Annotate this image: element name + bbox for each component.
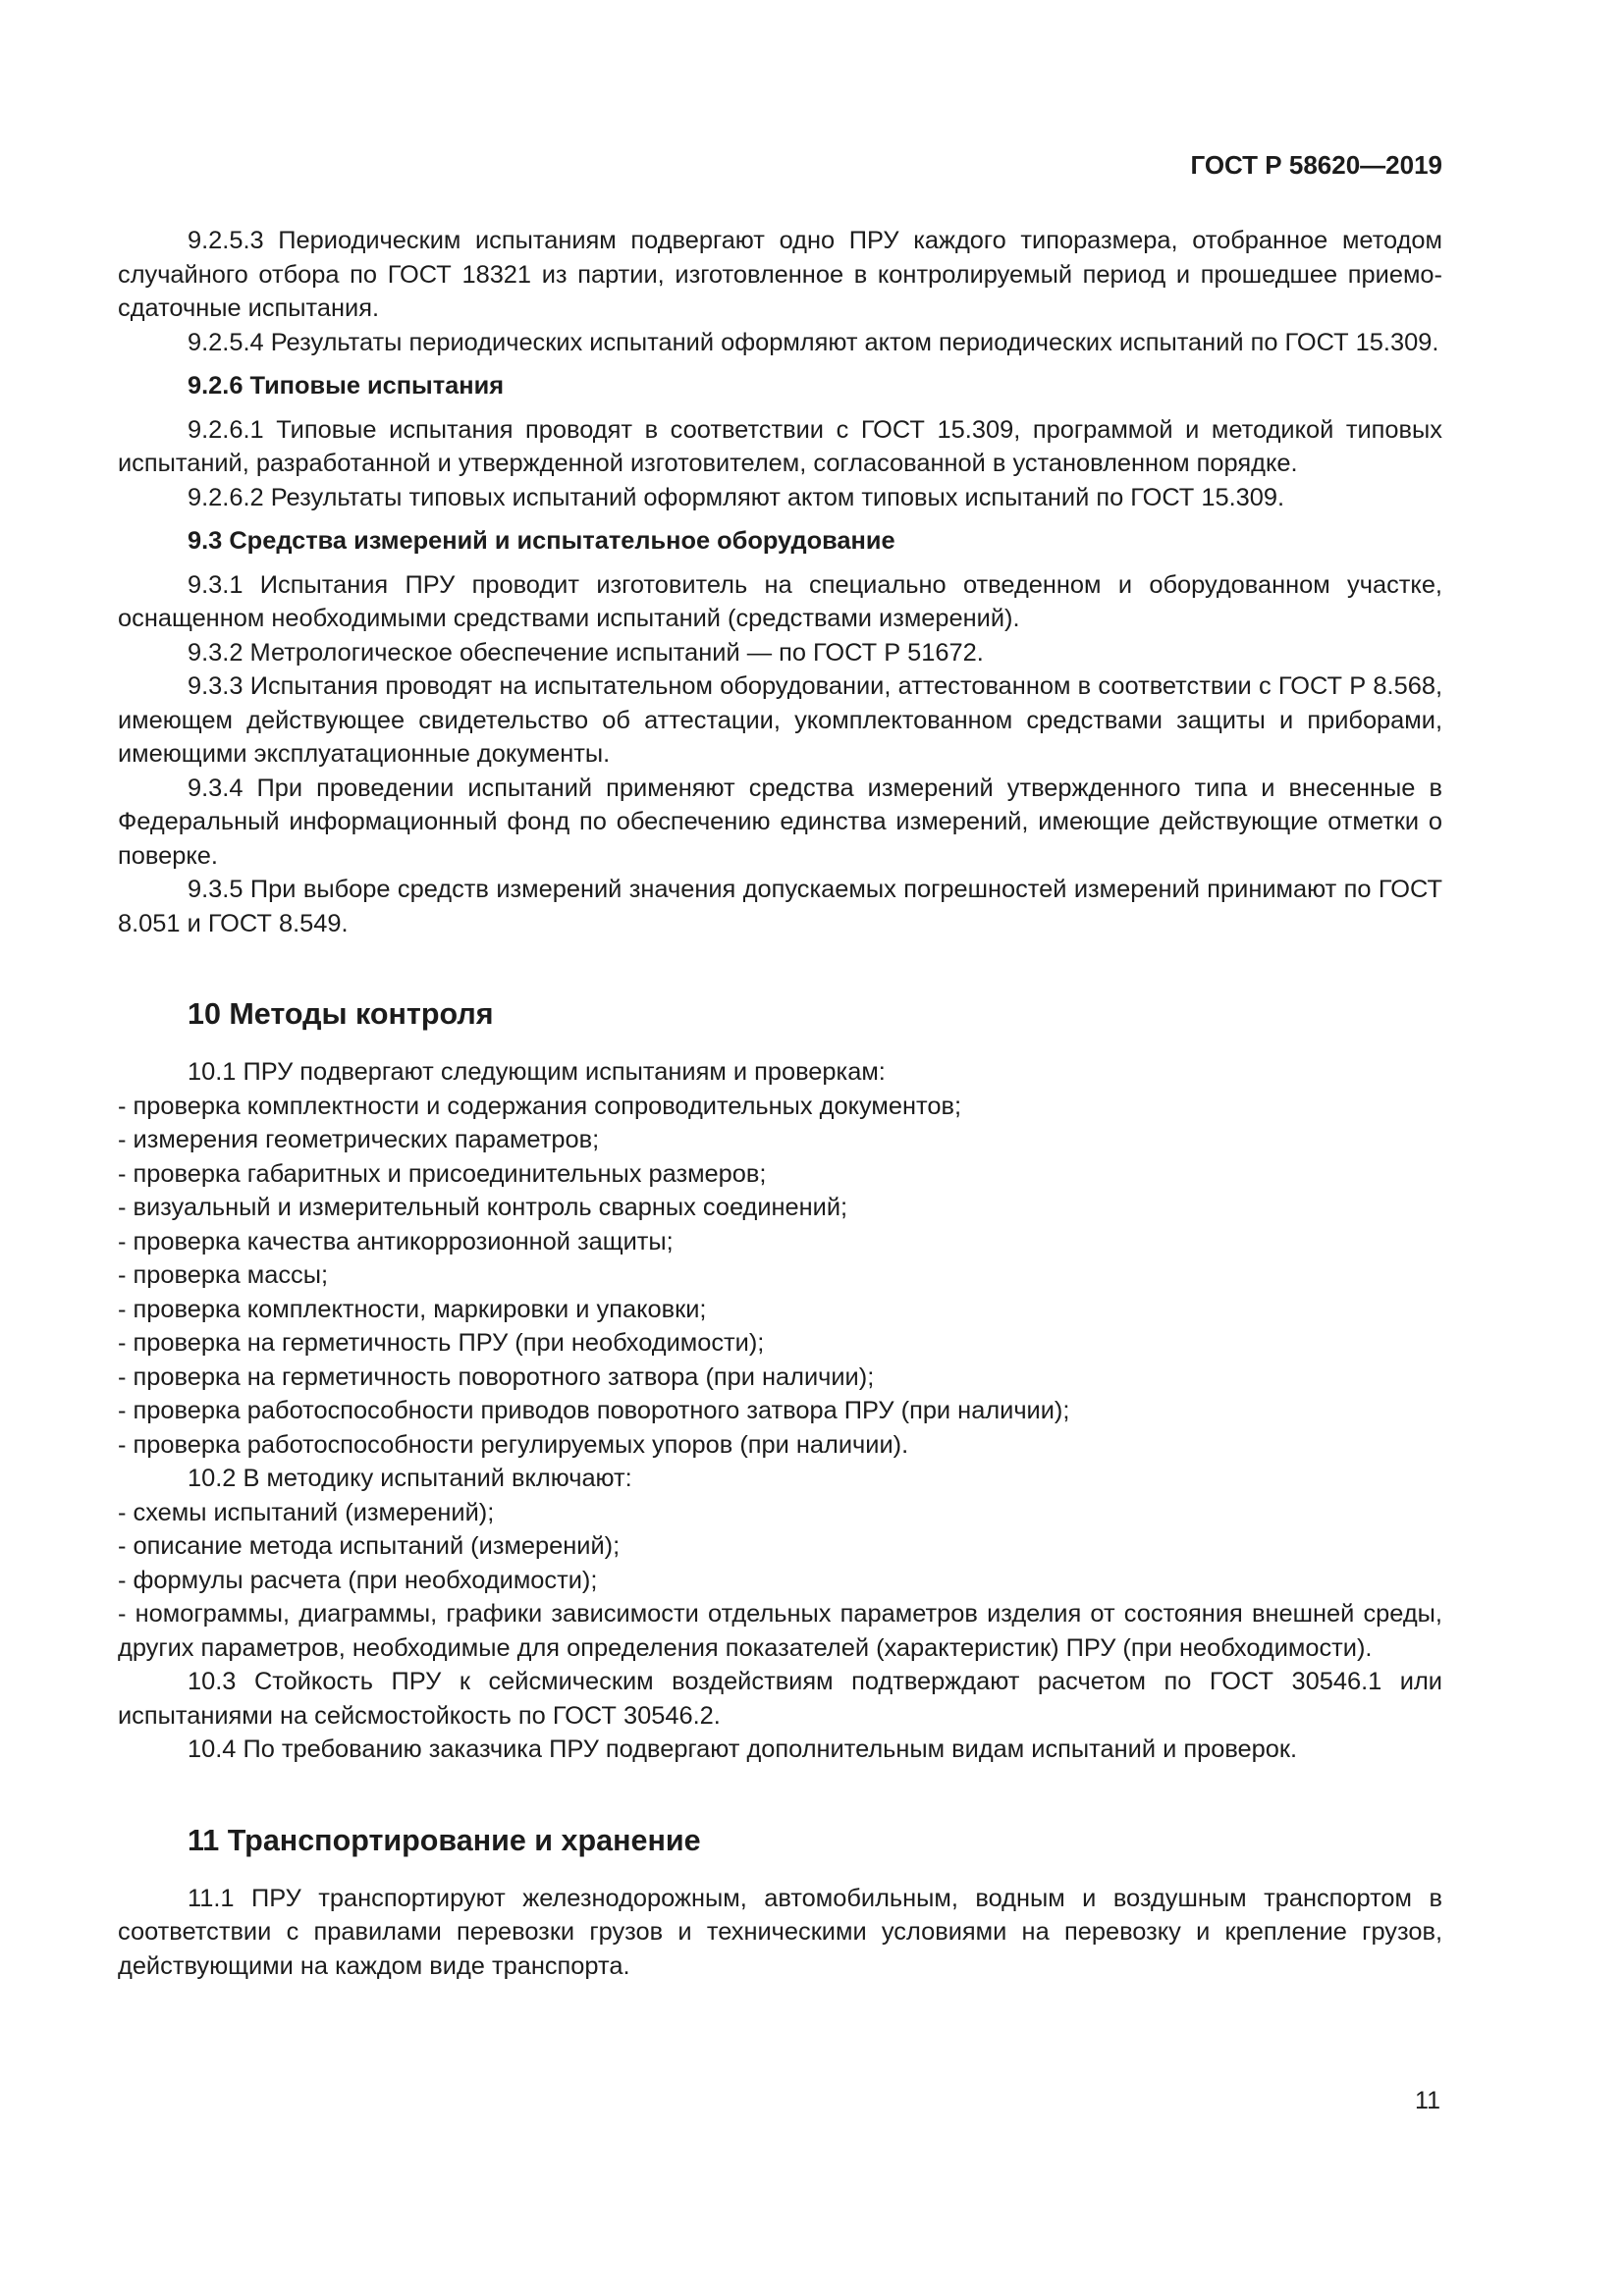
paragraph-9-3-2: 9.3.2 Метрологическое обеспечение испытаний — по ГОСТ Р 51672.: [188, 638, 984, 667]
list-item: - проверка комплектности и содержания сопроводительных документов;: [118, 1092, 962, 1120]
list-item: - проверка комплектности, маркировки и упаковки;: [118, 1295, 707, 1323]
list-item: - описание метода испытаний (измерений);: [118, 1532, 621, 1560]
paragraph-9-3-1: 9.3.1 Испытания ПРУ проводит изготовитель на специально отведенном и оборудованном участке, оснащенном необходимыми средствами испытаний (средствами измерений).: [118, 570, 1442, 632]
list-item: - визуальный и измерительный контроль сварных соединений;: [118, 1194, 848, 1221]
paragraph-9-2-5-3: 9.2.5.3 Периодическим испытаниям подвергают одно ПРУ каждого типоразмера, отобранное методом случайного отбора по ГОСТ 18321 из партии, изготовленное в контролируемый период и прошедшее приемо-сдаточные испытания.: [118, 227, 1442, 322]
list-item: - номограммы, диаграммы, графики зависимости отдельных параметров изделия от состояния внешней среды, других параметров, необходимые для определения показателей (характеристик) ПРУ (при необходимости).: [118, 1600, 1442, 1662]
paragraph-9-2-5-4: 9.2.5.4 Результаты периодических испытаний оформляют актом периодических испытаний по ГОСТ 15.309.: [188, 328, 1439, 356]
paragraph-9-3-3: 9.3.3 Испытания проводят на испытательном оборудовании, аттестованном в соответствии с ГОСТ Р 8.568, имеющем действующее свидетельство об аттестации, укомплектованном средствами защиты и приборами, имеющими эксплуатационные документы.: [118, 672, 1442, 768]
paragraph-10-2: 10.2 В методику испытаний включают:: [188, 1465, 632, 1492]
paragraph-9-2-6-2: 9.2.6.2 Результаты типовых испытаний оформляют актом типовых испытаний по ГОСТ 15.309.: [188, 483, 1285, 511]
section-heading-10: 10 Методы контроля: [188, 997, 494, 1031]
list-item: - проверка работоспособности приводов поворотного затвора ПРУ (при наличии);: [118, 1397, 1070, 1424]
heading-9-2-6: 9.2.6 Типовые испытания: [188, 372, 505, 400]
page-number: 11: [1415, 2087, 1440, 2114]
paragraph-10-1: 10.1 ПРУ подвергают следующим испытаниям и проверкам:: [188, 1058, 886, 1086]
list-item: - проверка на герметичность поворотного затвора (при наличии);: [118, 1362, 875, 1391]
paragraph-9-2-6-1: 9.2.6.1 Типовые испытания проводят в соответствии с ГОСТ 15.309, программой и методикой типовых испытаний, разработанной и утвержденной изготовителем, согласованной в установленном порядке.: [118, 415, 1442, 477]
list-item: - проверка массы;: [118, 1261, 329, 1289]
list-item: - проверка работоспособности регулируемых упоров (при наличии).: [118, 1430, 909, 1459]
list-item: - измерения геометрических параметров;: [118, 1126, 600, 1153]
heading-9-3: 9.3 Средства измерений и испытательное оборудование: [188, 527, 895, 555]
document-code: ГОСТ Р 58620—2019: [1190, 150, 1442, 180]
list-item: - проверка качества антикоррозионной защиты;: [118, 1227, 674, 1255]
list-item: - формулы расчета (при необходимости);: [118, 1566, 598, 1594]
list-item: - проверка габаритных и присоединительных размеров;: [118, 1159, 767, 1188]
paragraph-10-3: 10.3 Стойкость ПРУ к сейсмическим воздействиям подтверждают расчетом по ГОСТ 30546.1 или испытаниями на сейсмостойкость по ГОСТ 30546.2.: [118, 1668, 1442, 1730]
paragraph-10-4: 10.4 По требованию заказчика ПРУ подвергают дополнительным видам испытаний и проверок.: [188, 1735, 1298, 1763]
list-item: - проверка на герметичность ПРУ (при необходимости);: [118, 1329, 765, 1357]
paragraph-11-1: 11.1 ПРУ транспортируют железнодорожным, автомобильным, водным и воздушным транспортом в соответствии с правилами перевозки грузов и техническими условиями на перевозку и крепление грузов, действующими на каждом виде транспорта.: [118, 1884, 1442, 1980]
page-content: [118, 224, 1442, 1983]
paragraph-9-3-4: 9.3.4 При проведении испытаний применяют средства измерений утвержденного типа и внесенные в Федеральный информационный фонд по обеспечению единства измерений, имеющие действующие отметки о поверке.: [118, 774, 1442, 870]
paragraph-9-3-5: 9.3.5 При выборе средств измерений значения допускаемых погрешностей измерений принимают по ГОСТ 8.051 и ГОСТ 8.549.: [118, 876, 1442, 937]
section-heading-11: 11 Транспортирование и хранение: [188, 1823, 701, 1857]
list-item: - схемы испытаний (измерений);: [118, 1498, 495, 1526]
